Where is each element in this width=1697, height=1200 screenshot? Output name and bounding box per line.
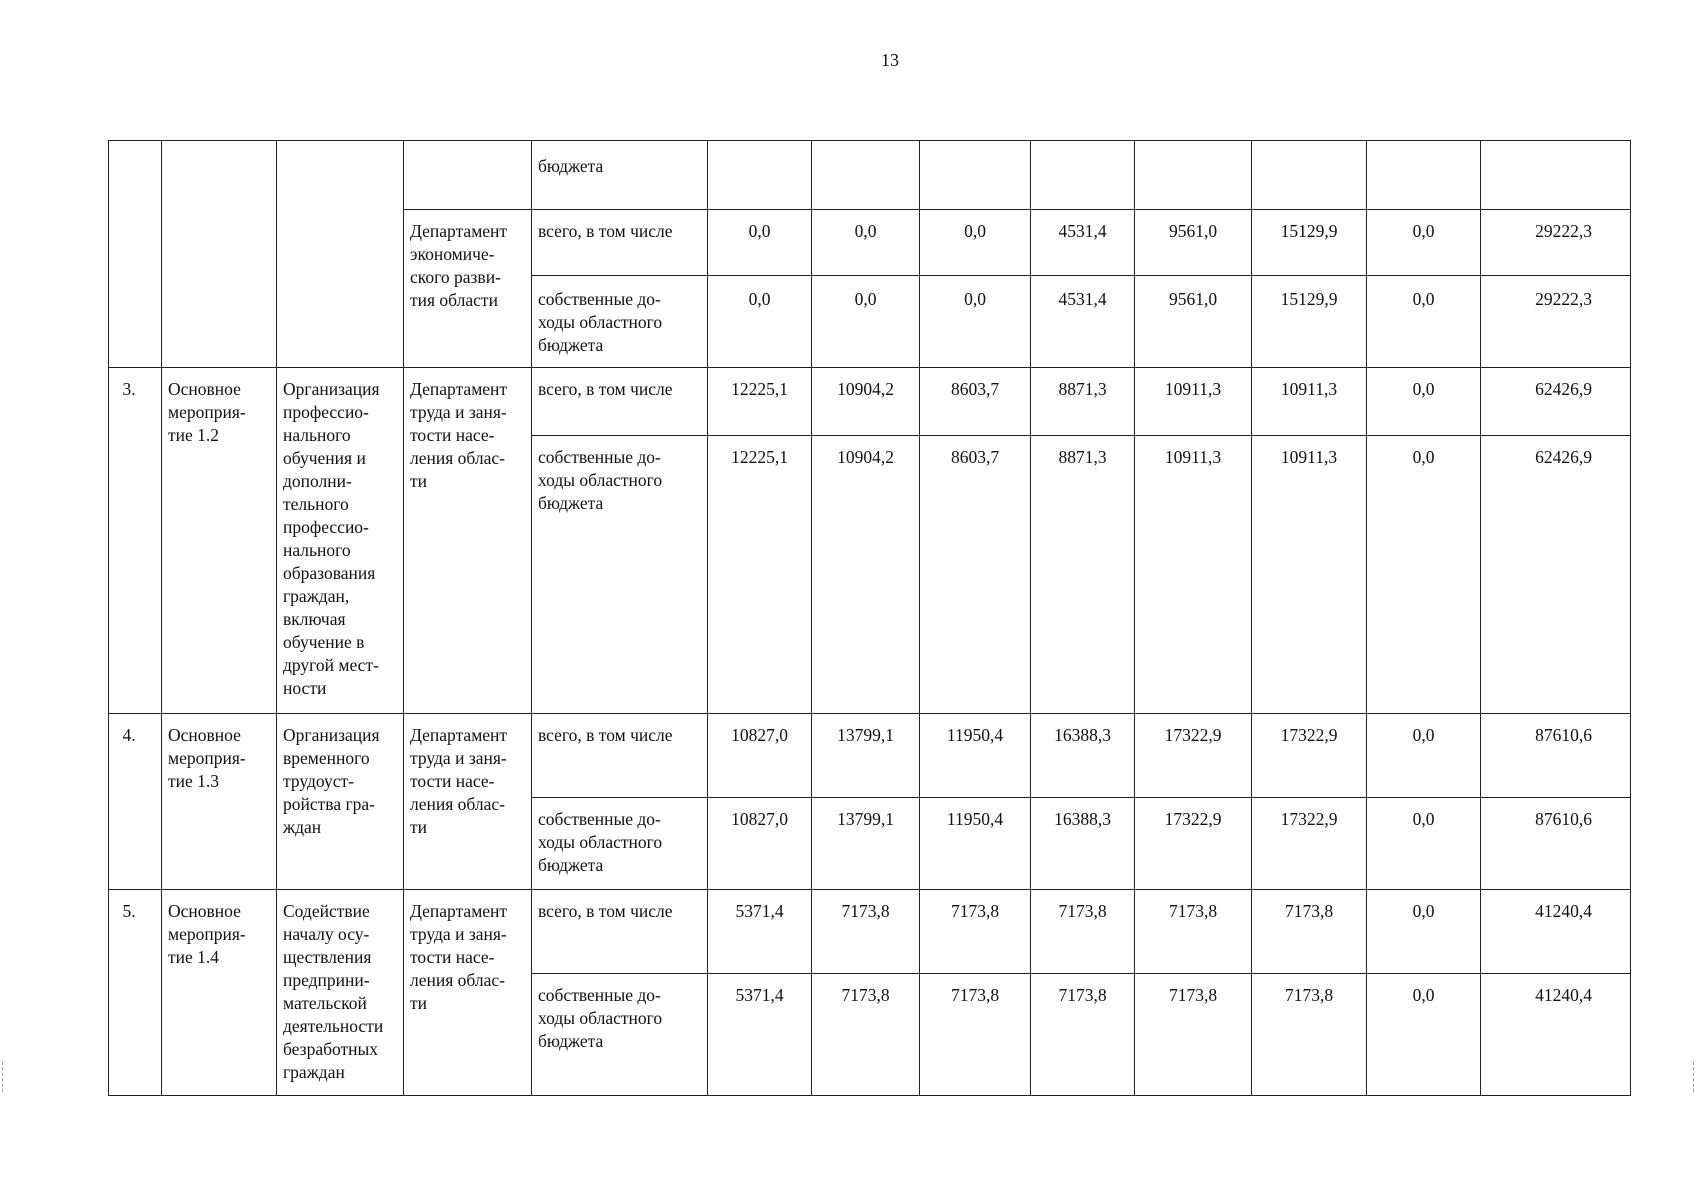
index-cell: 3. [109, 368, 162, 714]
value-cell: 16388,3 [1031, 798, 1135, 890]
value-cell: 7173,8 [1135, 890, 1252, 974]
value-cell: 7173,8 [920, 890, 1031, 974]
value-cell: 13799,1 [812, 714, 920, 798]
value-cell: 11950,4 [920, 714, 1031, 798]
measure-cell: Основное мероприя- тие 1.4 [162, 890, 277, 1096]
scan-edge-mark [1693, 1062, 1696, 1092]
value-cell: 7173,8 [1252, 974, 1367, 1096]
value-cell: 15129,9 [1252, 276, 1367, 368]
value-cell: 5371,4 [708, 974, 812, 1096]
value-cell: 0,0 [920, 276, 1031, 368]
value-cell: 10911,3 [1252, 368, 1367, 436]
table-row [109, 714, 1631, 798]
value-cell: 7173,8 [920, 974, 1031, 1096]
scan-edge-mark [2, 1062, 5, 1092]
measure-cell: Основное мероприя- тие 1.2 [162, 368, 277, 714]
value-cell [920, 141, 1031, 210]
executor-cell: Департамент экономиче- ского разви- тия области [404, 210, 532, 368]
value-cell: 7173,8 [812, 974, 920, 1096]
value-cell: 8603,7 [920, 368, 1031, 436]
table-body [109, 141, 1631, 1096]
value-cell: 17322,9 [1252, 714, 1367, 798]
executor-cell: Департамент труда и заня- тости насе- ления облас- ти [404, 714, 532, 890]
value-cell [708, 141, 812, 210]
value-cell: 0,0 [920, 210, 1031, 276]
value-cell: 17322,9 [1252, 798, 1367, 890]
source-cell: собственные до- ходы областного бюджета [532, 798, 708, 890]
title-cell: Организация профессио- нального обучения и дополни- тельного профессио- нального образования граждан, включая обучение в другой мест- ности [277, 368, 404, 714]
source-cell: всего, в том числе [532, 368, 708, 436]
value-cell: 0,0 [1367, 276, 1481, 368]
value-cell: 10827,0 [708, 714, 812, 798]
page-number: 13 [881, 50, 899, 70]
value-cell: 10904,2 [812, 436, 920, 714]
value-cell: 0,0 [1367, 890, 1481, 974]
source-cell: собственные до- ходы областного бюджета [532, 974, 708, 1096]
value-cell: 0,0 [708, 210, 812, 276]
value-cell: 7173,8 [812, 890, 920, 974]
value-cell: 0,0 [812, 210, 920, 276]
total-cell: 87610,6 [1481, 798, 1631, 890]
value-cell: 5371,4 [708, 890, 812, 974]
title-cell: Содействие началу осу- ществления предприни- мательской деятельности безработных граждан [277, 890, 404, 1096]
title-cell [277, 141, 404, 368]
table-row [109, 141, 1631, 210]
value-cell: 10911,3 [1135, 368, 1252, 436]
source-cell: собственные до- ходы областного бюджета [532, 436, 708, 714]
value-cell [1252, 141, 1367, 210]
value-cell: 0,0 [1367, 714, 1481, 798]
value-cell: 10911,3 [1252, 436, 1367, 714]
value-cell: 12225,1 [708, 436, 812, 714]
value-cell: 10827,0 [708, 798, 812, 890]
executor-cell: Департамент труда и заня- тости насе- ления облас- ти [404, 368, 532, 714]
value-cell: 10904,2 [812, 368, 920, 436]
value-cell: 15129,9 [1252, 210, 1367, 276]
value-cell: 0,0 [1367, 368, 1481, 436]
value-cell: 0,0 [1367, 436, 1481, 714]
executor-cell: Департамент труда и заня- тости насе- ления облас- ти [404, 890, 532, 1096]
source-cell: всего, в том числе [532, 714, 708, 798]
value-cell: 16388,3 [1031, 714, 1135, 798]
value-cell [1135, 141, 1252, 210]
value-cell [812, 141, 920, 210]
total-cell: 29222,3 [1481, 276, 1631, 368]
total-cell [1481, 141, 1631, 210]
value-cell: 0,0 [812, 276, 920, 368]
value-cell: 0,0 [1367, 798, 1481, 890]
value-cell: 10911,3 [1135, 436, 1252, 714]
total-cell: 41240,4 [1481, 890, 1631, 974]
measure-cell [162, 141, 277, 368]
value-cell [1367, 141, 1481, 210]
value-cell: 17322,9 [1135, 714, 1252, 798]
value-cell: 12225,1 [708, 368, 812, 436]
index-cell [109, 141, 162, 368]
title-cell: Организация временного трудоуст- ройства гра- ждан [277, 714, 404, 890]
value-cell: 0,0 [1367, 974, 1481, 1096]
total-cell: 62426,9 [1481, 436, 1631, 714]
source-cell: всего, в том числе [532, 210, 708, 276]
value-cell: 8871,3 [1031, 436, 1135, 714]
value-cell: 0,0 [1367, 210, 1481, 276]
table-row [109, 368, 1631, 436]
value-cell: 17322,9 [1135, 798, 1252, 890]
value-cell: 7173,8 [1135, 974, 1252, 1096]
value-cell: 9561,0 [1135, 276, 1252, 368]
table-row [109, 890, 1631, 974]
total-cell: 87610,6 [1481, 714, 1631, 798]
executor-cell [404, 141, 532, 210]
budget-table [108, 140, 1631, 1096]
total-cell: 62426,9 [1481, 368, 1631, 436]
total-cell: 41240,4 [1481, 974, 1631, 1096]
source-cell: бюджета [532, 141, 708, 210]
value-cell: 7173,8 [1031, 974, 1135, 1096]
value-cell: 13799,1 [812, 798, 920, 890]
value-cell: 8603,7 [920, 436, 1031, 714]
value-cell [1031, 141, 1135, 210]
value-cell: 7173,8 [1031, 890, 1135, 974]
value-cell: 0,0 [708, 276, 812, 368]
value-cell: 11950,4 [920, 798, 1031, 890]
total-cell: 29222,3 [1481, 210, 1631, 276]
value-cell: 4531,4 [1031, 276, 1135, 368]
source-cell: всего, в том числе [532, 890, 708, 974]
value-cell: 8871,3 [1031, 368, 1135, 436]
value-cell: 4531,4 [1031, 210, 1135, 276]
index-cell: 4. [109, 714, 162, 890]
value-cell: 7173,8 [1252, 890, 1367, 974]
source-cell: собственные до- ходы областного бюджета [532, 276, 708, 368]
measure-cell: Основное мероприя- тие 1.3 [162, 714, 277, 890]
value-cell: 9561,0 [1135, 210, 1252, 276]
index-cell: 5. [109, 890, 162, 1096]
